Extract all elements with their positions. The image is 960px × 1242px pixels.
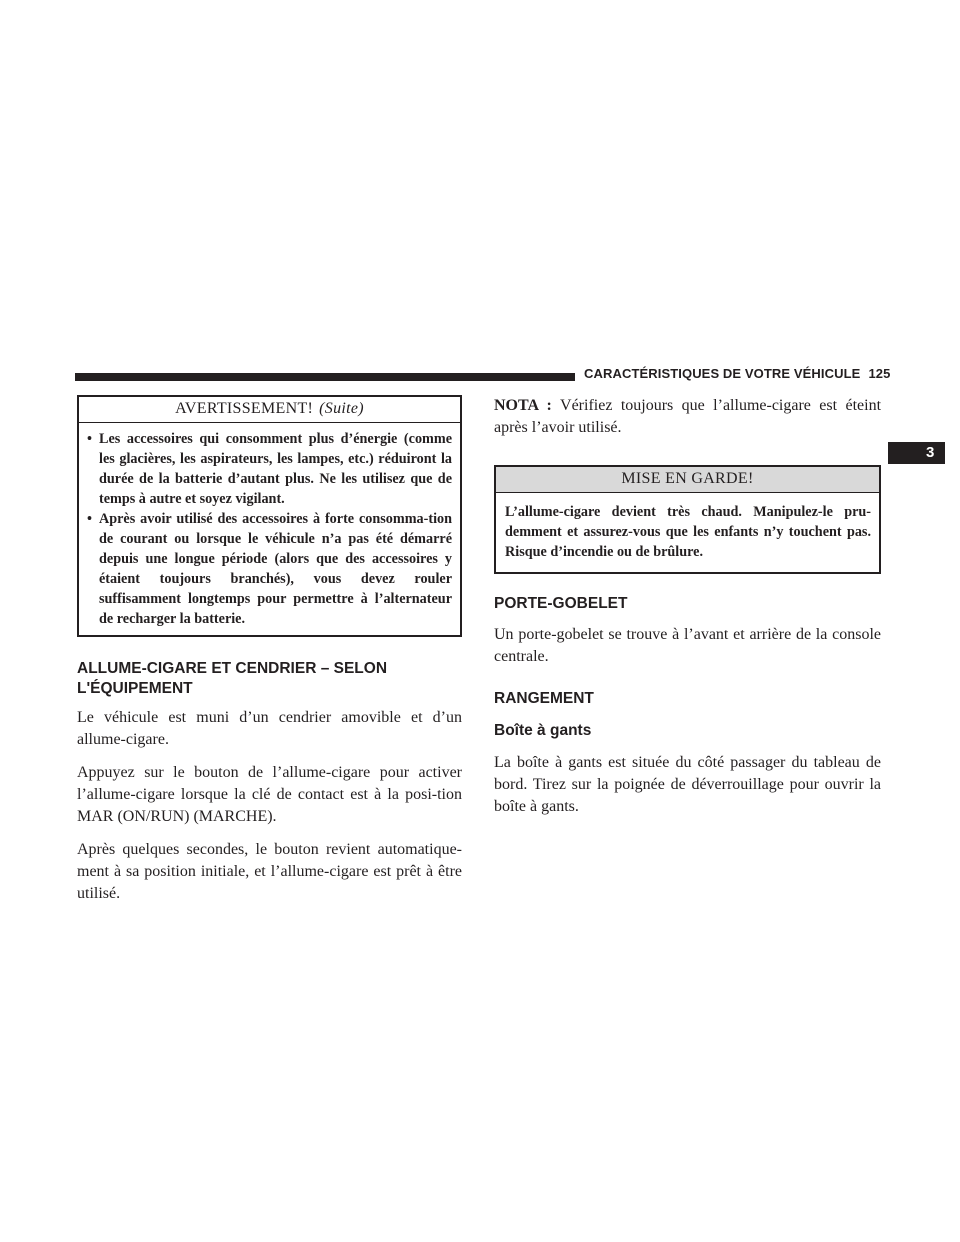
warning-bullet-text: Les accessoires qui consomment plus d’énergie (comme les glacières, les aspirateurs, les lampes, etc.) réduiront la durée de la batterie d’autant plus. Ne les utilisez que de temps à autre et soyez vigilant. (99, 431, 452, 507)
chapter-number: 3 (926, 444, 935, 461)
paragraph: La boîte à gants est située du côté passager du tableau de bord. Tirez sur la poignée de déverrouillage pour ouvrir la boîte à gants. (494, 754, 881, 815)
warning-header (79, 397, 460, 423)
page-number: 125 (868, 366, 891, 381)
note-text: Vérifiez toujours que l’allume-cigare est éteint après l’avoir utilisé. (494, 397, 882, 436)
note-paragraph (494, 395, 881, 439)
paragraph: Un porte-gobelet se trouve à l’avant et arrière de la console centrale. (494, 626, 881, 665)
header-rule (75, 373, 575, 381)
bullet-icon: • (87, 511, 92, 527)
warning-bullet-text: Après avoir utilisé des accessoires à forte consomma-tion de courant ou lorsque le véhicule n’a pas été démarré depuis une longue période (alors que des accessoires y étaient toujours branchés), vous devez rouler suffisamment longtemps pour permettre à l’alternateur de recharger la batterie. (99, 511, 452, 627)
warning-bullet (87, 509, 452, 629)
section-heading-storage: RANGEMENT (494, 690, 594, 707)
section-heading-cigar-lighter (77, 659, 462, 699)
paragraph: Appuyez sur le bouton de l’allume-cigare pour activer l’allume-cigare lorsque la clé de contact est à la posi-tion MAR (ON/RUN) (MARCHE). (77, 764, 462, 825)
caution-box (494, 465, 881, 574)
warning-title-suffix: (Suite) (319, 400, 364, 417)
warning-box (77, 395, 462, 637)
warning-bullet (87, 429, 452, 509)
paragraph: Après quelques secondes, le bouton revient automatique-ment à sa position initiale, et l’allume-cigare est prêt à être utilisé. (77, 841, 462, 902)
left-column (77, 395, 462, 905)
chapter-tab (888, 442, 945, 464)
caution-title: MISE EN GARDE! (496, 467, 879, 493)
right-column (494, 395, 881, 818)
heading-line: L'ÉQUIPEMENT (77, 680, 193, 697)
caution-text: L’allume-cigare devient très chaud. Manipulez-le pru-demment et assurez-vous que les enfants n’y touchent pas. Risque d’incendie ou de brûlure. (505, 504, 871, 560)
subsection-heading-glovebox: Boîte à gants (494, 722, 592, 739)
section-title: CARACTÉRISTIQUES DE VOTRE VÉHICULE (584, 366, 861, 381)
note-label: NOTA : (494, 397, 552, 414)
paragraph: Le véhicule est muni d’un cendrier amovible et d’un allume-cigare. (77, 709, 462, 748)
section-heading-cupholder: PORTE-GOBELET (494, 595, 628, 612)
warning-title: AVERTISSEMENT! (175, 400, 314, 417)
heading-line: ALLUME-CIGARE ET CENDRIER – SELON (77, 660, 388, 677)
bullet-icon: • (87, 431, 92, 447)
running-header (584, 366, 890, 381)
warning-body (79, 423, 460, 635)
